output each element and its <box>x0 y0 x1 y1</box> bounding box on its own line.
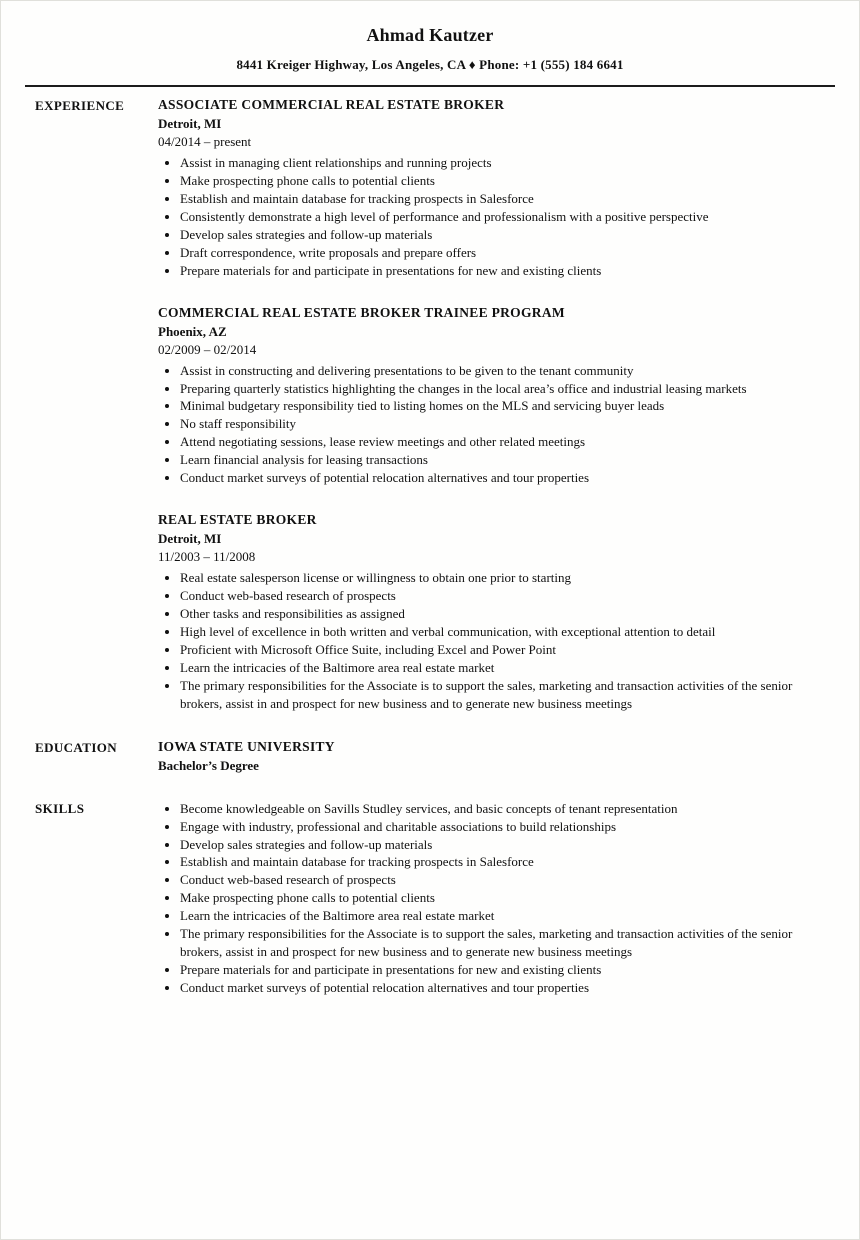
skill-bullet: • Become knowledgeable on Savills Studley services, and basic concepts of tenant representation <box>180 800 832 818</box>
job-entry <box>158 97 832 280</box>
job-bullet: • Proficient with Microsoft Office Suite, including Excel and Power Point <box>180 641 832 659</box>
education-content <box>158 739 860 774</box>
skills-content <box>158 800 860 997</box>
job-bullet: • High level of excellence in both written and verbal communication, with exceptional attention to detail <box>180 623 832 641</box>
job-bullet-list <box>158 362 832 488</box>
skill-bullet: • Make prospecting phone calls to potential clients <box>180 889 832 907</box>
job-bullet: • Learn financial analysis for leasing transactions <box>180 451 832 469</box>
job-dates: 02/2009 – 02/2014 <box>158 341 257 357</box>
job-bullet: • Develop sales strategies and follow-up materials <box>180 226 832 244</box>
education-school: IOWA STATE UNIVERSITY <box>158 738 335 754</box>
job-location: Phoenix, AZ <box>158 323 227 339</box>
skill-bullet: • Engage with industry, professional and charitable associations to build relationships <box>180 818 832 836</box>
education-section <box>0 739 860 774</box>
job-bullet: • Learn the intricacies of the Baltimore area real estate market <box>180 659 832 677</box>
skill-bullet: • Learn the intricacies of the Baltimore area real estate market <box>180 907 832 925</box>
job-bullet: • Prepare materials for and participate in presentations for new and existing clients <box>180 262 832 280</box>
job-bullet-list <box>158 569 832 713</box>
section-label-skills: SKILLS <box>35 800 85 816</box>
resume-body <box>0 87 860 997</box>
skill-bullet: • Conduct market surveys of potential relocation alternatives and tour properties <box>180 979 832 997</box>
experience-content <box>158 97 860 713</box>
job-bullet: • Conduct market surveys of potential relocation alternatives and tour properties <box>180 469 832 487</box>
candidate-name: Ahmad Kautzer <box>366 25 494 45</box>
section-label-experience: EXPERIENCE <box>35 98 125 113</box>
job-location: Detroit, MI <box>158 116 222 131</box>
skills-section <box>0 800 860 997</box>
skill-bullet: • Establish and maintain database for tracking prospects in Salesforce <box>180 853 832 871</box>
job-bullet-list <box>158 154 832 280</box>
skill-bullet: • Prepare materials for and participate in presentations for new and existing clients <box>180 961 832 979</box>
resume-header <box>0 0 860 87</box>
job-bullet: • The primary responsibilities for the Associate is to support the sales, marketing and transaction activities of the senior brokers, assist in and prospect for new business and to generate new business meetings <box>180 677 832 713</box>
job-bullet: • Real estate salesperson license or willingness to obtain one prior to starting <box>180 569 832 587</box>
job-bullet: • Make prospecting phone calls to potential clients <box>180 172 832 190</box>
job-entry <box>158 512 832 713</box>
job-title: REAL ESTATE BROKER <box>158 512 317 528</box>
job-entry <box>158 305 832 488</box>
skill-bullet: • The primary responsibilities for the Associate is to support the sales, marketing and transaction activities of the senior brokers, assist in and prospect for new business and to generate new business meetings <box>180 925 832 961</box>
skill-bullet: • Develop sales strategies and follow-up materials <box>180 836 832 854</box>
contact-line: 8441 Kreiger Highway, Los Angeles, CA ♦ Phone: +1 (555) 184 6641 <box>236 57 624 72</box>
job-title: COMMERCIAL REAL ESTATE BROKER TRAINEE PROGRAM <box>158 304 565 320</box>
job-bullet: • Preparing quarterly statistics highlighting the changes in the local area’s office and industrial leasing markets <box>180 380 832 398</box>
job-location: Detroit, MI <box>158 531 222 547</box>
job-bullet: • Minimal budgetary responsibility tied to listing homes on the MLS and servicing buyer leads <box>180 397 832 415</box>
job-bullet: • Assist in managing client relationships and running projects <box>180 154 832 172</box>
job-bullet: • Consistently demonstrate a high level of performance and professionalism with a positive perspective <box>180 208 832 226</box>
job-bullet: • Conduct web-based research of prospects <box>180 587 832 605</box>
job-bullet: • Attend negotiating sessions, lease review meetings and other related meetings <box>180 433 832 451</box>
job-bullet: • Draft correspondence, write proposals and prepare offers <box>180 244 832 262</box>
section-label-education: EDUCATION <box>35 739 118 755</box>
job-bullet: • No staff responsibility <box>180 415 832 433</box>
job-dates: 04/2014 – present <box>158 134 252 149</box>
job-bullet: • Assist in constructing and delivering presentations to be given to the tenant community <box>180 362 832 380</box>
job-dates: 11/2003 – 11/2008 <box>158 549 256 565</box>
education-degree: Bachelor’s Degree <box>158 757 259 773</box>
experience-section <box>0 97 860 713</box>
skill-bullet: • Conduct web-based research of prospects <box>180 871 832 889</box>
job-bullet: • Other tasks and responsibilities as assigned <box>180 605 832 623</box>
job-bullet: • Establish and maintain database for tracking prospects in Salesforce <box>180 190 832 208</box>
skills-bullet-list <box>158 800 832 997</box>
job-title: ASSOCIATE COMMERCIAL REAL ESTATE BROKER <box>158 97 505 112</box>
